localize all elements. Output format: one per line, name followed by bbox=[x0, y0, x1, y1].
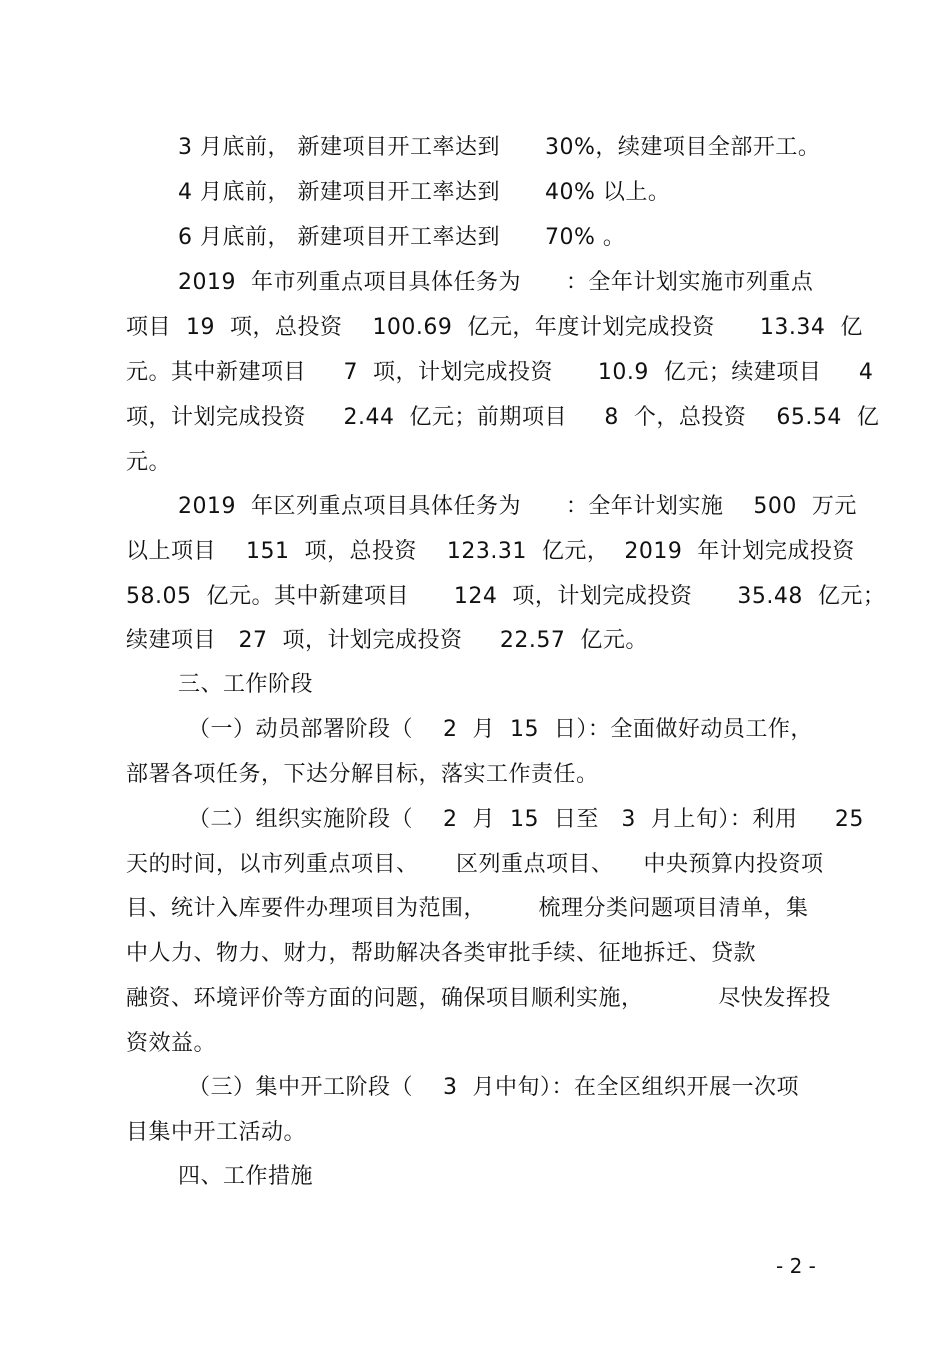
text-line: 4 月底前， 新建项目开工率达到 40% 以上。 bbox=[178, 180, 671, 205]
text-line: 项，计划完成投资 2.44 亿元；前期项目 8 个，总投资 65.54 亿 bbox=[126, 405, 880, 430]
section-heading: 三、工作阶段 bbox=[178, 672, 314, 697]
text-line: 融资、环境评价等方面的问题，确保项目顺利实施， 尽快发挥投 bbox=[126, 986, 831, 1011]
text-line: 目、统计入库要件办理项目为范围， 梳理分类问题项目清单，集 bbox=[126, 896, 809, 921]
section-heading: 四、工作措施 bbox=[178, 1164, 314, 1189]
text-line: 3 月底前， 新建项目开工率达到 30%，续建项目全部开工。 bbox=[178, 135, 821, 160]
page-number: - 2 - bbox=[776, 1254, 816, 1278]
text-line: 元。 bbox=[126, 450, 172, 475]
text-line: 目集中开工活动。 bbox=[126, 1120, 307, 1145]
text-line: 2019 年区列重点项目具体任务为 ：全年计划实施 500 万元 bbox=[178, 494, 857, 519]
text-line: 以上项目 151 项，总投资 123.31 亿元， 2019 年计划完成投资 bbox=[126, 539, 855, 564]
text-line: 2019 年市列重点项目具体任务为 ：全年计划实施市列重点 bbox=[178, 270, 814, 295]
text-line: （三）集中开工阶段（ 3 月中旬）：在全区组织开展一次项 bbox=[188, 1075, 799, 1100]
text-line: （一）动员部署阶段（ 2 月 15 日）：全面做好动员工作， bbox=[188, 717, 813, 742]
text-line: （二）组织实施阶段（ 2 月 15 日至 3 月上旬）：利用 25 bbox=[188, 807, 864, 832]
text-line: 天的时间，以市列重点项目、 区列重点项目、 中央预算内投资项 bbox=[126, 852, 824, 877]
text-line: 资效益。 bbox=[126, 1031, 217, 1056]
text-line: 续建项目 27 项，计划完成投资 22.57 亿元。 bbox=[126, 628, 648, 653]
text-line: 部署各项任务，下达分解目标，落实工作责任。 bbox=[126, 762, 599, 787]
text-line: 元。其中新建项目 7 项，计划完成投资 10.9 亿元；续建项目 4 bbox=[126, 360, 874, 385]
text-line: 项目 19 项，总投资 100.69 亿元，年度计划完成投资 13.34 亿 bbox=[126, 315, 863, 340]
text-line: 6 月底前， 新建项目开工率达到 70% 。 bbox=[178, 225, 626, 250]
text-line: 58.05 亿元。其中新建项目 124 项，计划完成投资 35.48 亿元； bbox=[126, 584, 886, 609]
text-line: 中人力、物力、财力，帮助解决各类审批手续、征地拆迁、贷款 bbox=[126, 941, 757, 966]
